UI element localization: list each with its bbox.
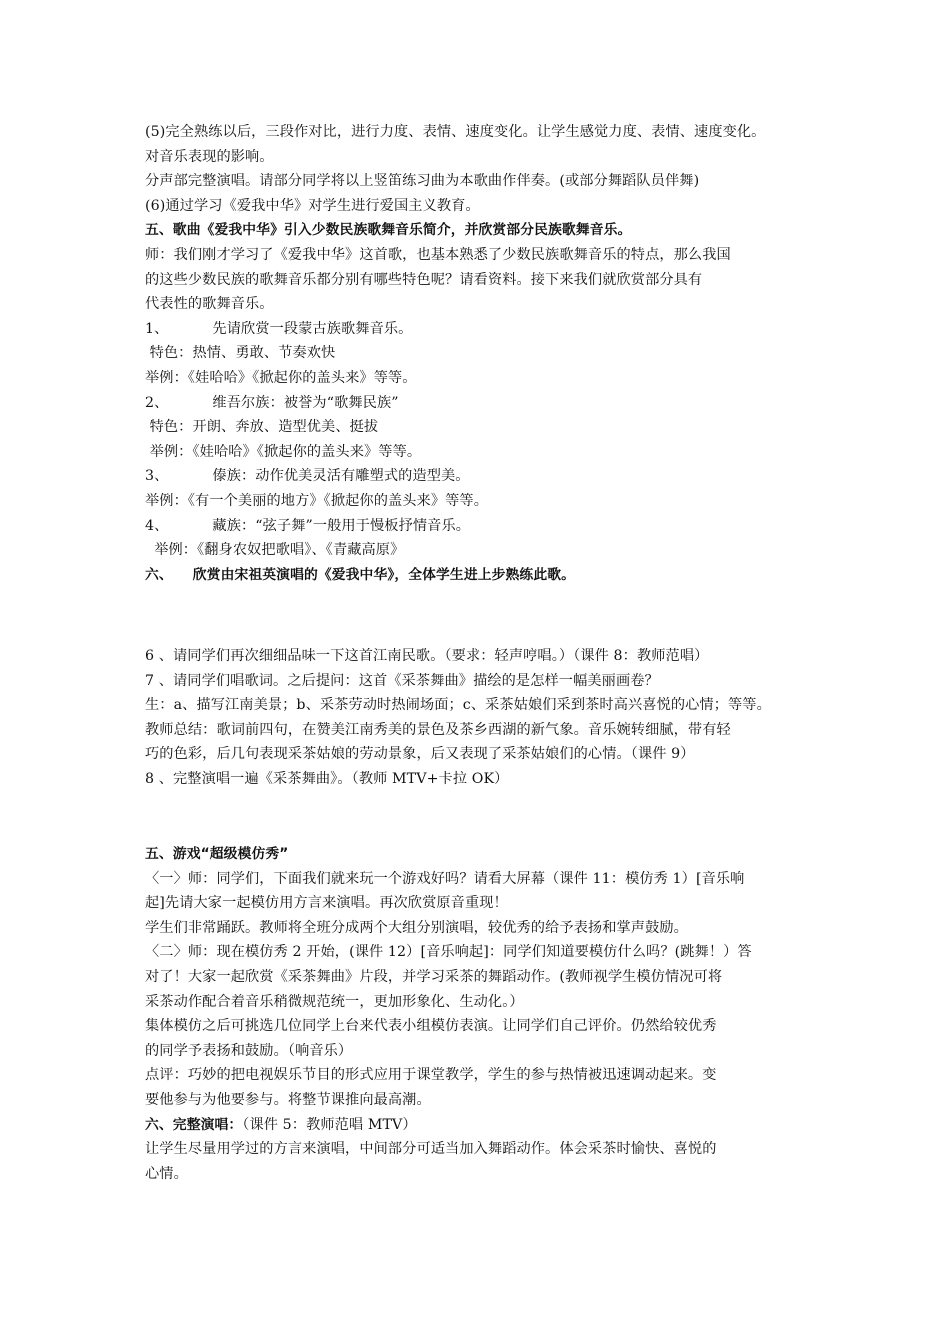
- group-line-1: 集体模仿之后可挑选几位同学上台来代表小组模仿表演。让同学们自己评价。仍然给较优秀: [145, 1018, 717, 1035]
- step-5-line-2: 对音乐表现的影响。: [145, 148, 274, 165]
- heading-six: [145, 563, 835, 588]
- section-imitation-game: [145, 842, 835, 1186]
- student-answer: 生：a、描写江南美景；b、采茶劳动时热闹场面；c、采茶姑娘们采到茶时高兴喜悦的心情；等等。: [145, 697, 771, 714]
- item-4: [145, 514, 835, 539]
- heading-five: 五、歌曲《爱我中华》引入少数民族歌舞音乐简介，并欣赏部分民族歌舞音乐。: [145, 222, 632, 239]
- game-1-line-2: 起]先请大家一起模仿用方言来演唱。再次欣赏原音重现！: [145, 895, 508, 912]
- heading-six-number: 六、: [145, 566, 173, 583]
- step-6-line: (6)通过学习《爱我中华》对学生进行爱国主义教育。: [145, 197, 480, 214]
- intro-line-2: 的这些少数民族的歌舞音乐都分别有哪些特色呢？请看资料。接下来我们就欣赏部分具有: [145, 271, 703, 288]
- teacher-summary-line-2: 巧的色彩，后几句表现采茶姑娘的劳动景象，后又表现了采茶姑娘们的心情。（课件 9）: [145, 746, 695, 763]
- game-2-line-3: 采茶动作配合着音乐稍微规范统一，更加形象化、生动化。）: [145, 993, 524, 1010]
- final-heading-bold: 六、完整演唱：: [145, 1116, 243, 1133]
- game-1-line-3: 学生们非常踊跃。教师将全班分成两个大组分别演唱，较优秀的给予表扬和掌声鼓励。: [145, 919, 688, 936]
- item-4-text: 藏族：“弦子舞”一般用于慢板抒情音乐。: [212, 517, 471, 534]
- item-3-example: 举例：《有一个美丽的地方》《掀起你的盖头来》等等。: [145, 492, 488, 509]
- item-3: [145, 464, 835, 489]
- comment-line-1: 点评：巧妙的把电视娱乐节目的形式应用于课堂教学，学生的参与热情被迅速调动起来。变: [145, 1067, 717, 1084]
- section-tea-song: [145, 644, 835, 792]
- step-5-line-3: 分声部完整演唱。请部分同学将以上竖笛练习曲为本歌曲作伴奏。(或部分舞蹈队员伴舞): [145, 173, 700, 190]
- intro-line-1: 师：我们刚才学习了《爱我中华》这首歌，也基本熟悉了少数民族歌舞音乐的特点，那么我国: [145, 246, 731, 263]
- group-line-2: 的同学予表扬和鼓励。（响音乐）: [145, 1042, 353, 1059]
- item-2-text: 维吾尔族：被誉为“歌舞民族”: [212, 394, 399, 411]
- item-1-text: 先请欣赏一段蒙古族歌舞音乐。: [212, 320, 413, 337]
- step-7: 7 、请同学们唱歌词。之后提问：这首《采茶舞曲》描绘的是怎样一幅美丽画卷？: [145, 672, 659, 689]
- game-2-line-1: 〈二〉师：现在模仿秀 2 开始，(课件 12）[音乐响起]：同学们知道要模仿什么吗？(跳舞！）答: [145, 944, 752, 961]
- heading-six-text: 欣赏由宋祖英演唱的《爱我中华》，全体学生进上步熟练此歌。: [192, 566, 576, 583]
- item-2-feature: 特色：开朗、奔放、造型优美、挺拔: [145, 419, 379, 436]
- intro-line-3: 代表性的歌舞音乐。: [145, 296, 274, 313]
- comment-line-2: 要他参与为他要参与。将整节课推向最高潮。: [145, 1091, 431, 1108]
- item-3-text: 傣族：动作优美灵活有雕塑式的造型美。: [212, 468, 470, 485]
- game-1-line-1: 〈一〉师：同学们，下面我们就来玩一个游戏好吗？请看大屏幕（课件 11：模仿秀 1）[音乐响: [145, 870, 745, 887]
- final-heading: [145, 1113, 835, 1138]
- item-4-example: 举例：《翻身农奴把歌唱》、《青藏高原》: [145, 542, 405, 559]
- item-4-number: 4、: [145, 517, 169, 534]
- final-line-1: 让学生尽量用学过的方言来演唱，中间部分可适当加入舞蹈动作。体会采茶时愉快、喜悦的: [145, 1141, 717, 1158]
- final-heading-rest: （课件 5：教师范唱 MTV）: [242, 1116, 417, 1133]
- game-2-line-2: 对了！大家一起欣赏《采茶舞曲》片段，并学习采茶的舞蹈动作。(教师视学生模仿情况可将: [145, 968, 723, 985]
- item-1-number: 1、: [145, 320, 169, 337]
- item-3-number: 3、: [145, 468, 169, 485]
- item-1: [145, 317, 835, 342]
- final-line-2: 心情。: [145, 1165, 188, 1182]
- item-2-example: 举例：《娃哈哈》《掀起你的盖头来》等等。: [145, 443, 422, 460]
- item-1-feature: 特色：热情、勇敢、节奏欢快: [145, 345, 336, 362]
- section-minority-music: [145, 120, 835, 587]
- item-1-example: 举例：《娃哈哈》《掀起你的盖头来》等等。: [145, 369, 417, 386]
- game-heading: 五、游戏“超级模仿秀”: [145, 846, 289, 862]
- item-2: [145, 391, 835, 416]
- step-8: 8 、完整演唱一遍《采茶舞曲》。（教师 MTV+卡拉 OK）: [145, 770, 509, 787]
- item-2-number: 2、: [145, 394, 169, 411]
- teacher-summary-line-1: 教师总结：歌词前四句，在赞美江南秀美的景色及茶乡西湖的新气象。音乐婉转细腻，带有轻: [145, 721, 731, 738]
- step-5-line-1: (5)完全熟练以后，三段作对比，进行力度、表情、速度变化。让学生感觉力度、表情、速度变化。: [145, 124, 766, 140]
- step-6: 6 、请同学们再次细细品味一下这首江南民歌。（要求：轻声哼唱。）（课件 8：教师范唱）: [145, 648, 709, 664]
